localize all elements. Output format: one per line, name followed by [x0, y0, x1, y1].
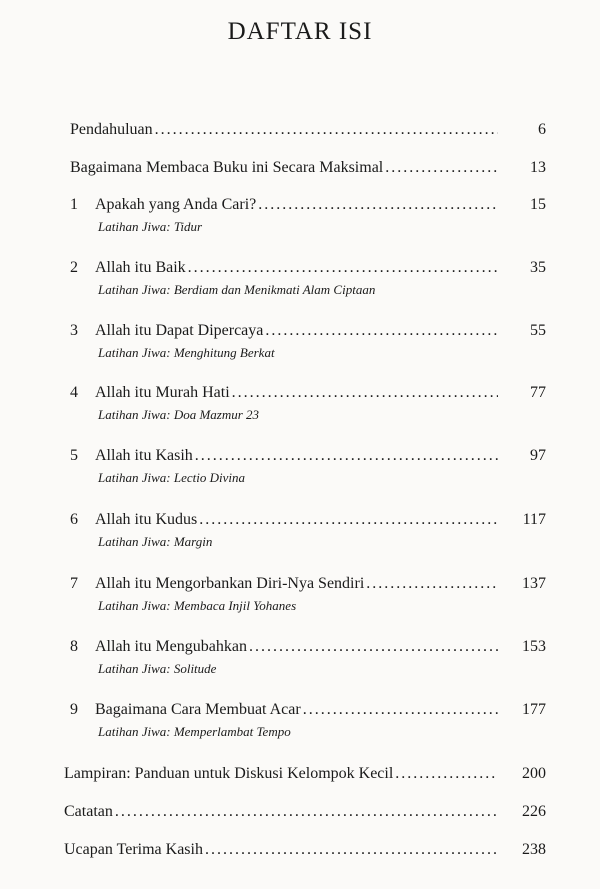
entry-label: Lampiran: Panduan untuk Diskusi Kelompok Kecil [64, 765, 394, 782]
exercise-subtitle: Latihan Jiwa: Lectio Divina [98, 470, 245, 485]
entry-page: 137 [522, 575, 546, 592]
exercise-subtitle: Latihan Jiwa: Memperlambat Tempo [98, 724, 291, 739]
entry-page: 177 [522, 701, 546, 718]
entry-label: Bagaimana Cara Membuat Acar [95, 701, 301, 718]
dot-leader [199, 510, 498, 530]
entry-label: Allah itu Dapat Dipercaya [95, 322, 264, 339]
entry-label: Ucapan Terima Kasih [64, 841, 203, 858]
toc-entry-chapter-8 [70, 637, 546, 677]
chapter-number: 6 [70, 511, 78, 528]
entry-label: Bagaimana Membaca Buku ini Secara Maksimal [70, 159, 384, 176]
dot-leader [366, 574, 498, 594]
toc-entry-cara-membaca [70, 158, 546, 178]
chapter-number: 4 [70, 384, 78, 401]
chapter-number: 3 [70, 322, 78, 339]
exercise-subtitle: Latihan Jiwa: Tidur [98, 219, 203, 234]
dot-leader [155, 120, 498, 140]
dot-leader [249, 637, 498, 657]
entry-page: 153 [522, 638, 546, 655]
entry-page: 55 [530, 322, 546, 339]
toc-entry-chapter-5 [70, 446, 546, 486]
exercise-subtitle: Latihan Jiwa: Menghitung Berkat [98, 345, 275, 360]
exercise-subtitle: Latihan Jiwa: Doa Mazmur 23 [98, 407, 260, 422]
entry-page: 77 [530, 384, 546, 401]
entry-page: 13 [530, 159, 546, 176]
toc-entry-pendahuluan [70, 120, 546, 140]
toc-entry-lampiran [64, 764, 546, 784]
chapter-number: 7 [70, 575, 78, 592]
entry-label: Allah itu Murah Hati [95, 384, 230, 401]
chapter-number: 8 [70, 638, 78, 655]
dot-leader [195, 446, 498, 466]
entry-label: Allah itu Baik [95, 259, 186, 276]
dot-leader [188, 258, 498, 278]
toc-entry-chapter-4 [70, 383, 546, 423]
page-title: DAFTAR ISI [227, 18, 373, 45]
entry-label: Allah itu Mengubahkan [95, 638, 247, 655]
entry-page: 97 [530, 447, 546, 464]
dot-leader [232, 383, 498, 403]
dot-leader [265, 321, 498, 341]
entry-label: Allah itu Kasih [95, 447, 193, 464]
chapter-number: 9 [70, 701, 78, 718]
entry-page: 15 [530, 196, 546, 213]
dot-leader [385, 158, 498, 178]
exercise-subtitle: Latihan Jiwa: Margin [98, 534, 213, 549]
entry-label: Catatan [64, 803, 113, 820]
entry-page: 200 [522, 765, 546, 782]
chapter-number: 1 [70, 196, 78, 213]
toc-entry-chapter-7 [70, 574, 546, 614]
exercise-subtitle: Latihan Jiwa: Berdiam dan Menikmati Alam Ciptaan [98, 282, 376, 297]
entry-page: 117 [522, 511, 546, 528]
chapter-number: 2 [70, 259, 78, 276]
toc-entry-chapter-6 [70, 510, 546, 550]
entry-page: 238 [522, 841, 546, 858]
exercise-subtitle: Latihan Jiwa: Solitude [98, 661, 217, 676]
dot-leader [258, 195, 498, 215]
dot-leader [115, 802, 498, 822]
toc-entry-chapter-9 [70, 700, 546, 740]
toc-entry-chapter-3 [70, 321, 546, 361]
toc-entry-chapter-2 [70, 258, 546, 298]
toc-entry-ucapan [64, 840, 546, 860]
chapter-number: 5 [70, 447, 78, 464]
entry-page: 6 [538, 121, 546, 138]
entry-label: Apakah yang Anda Cari? [95, 196, 257, 213]
toc-entry-chapter-1 [70, 195, 546, 235]
dot-leader [303, 700, 498, 720]
entry-label: Allah itu Kudus [95, 511, 198, 528]
entry-page: 226 [522, 803, 546, 820]
entry-label: Pendahuluan [70, 121, 153, 138]
dot-leader [395, 764, 498, 784]
dot-leader [205, 840, 498, 860]
toc-entry-catatan [64, 802, 546, 822]
exercise-subtitle: Latihan Jiwa: Membaca Injil Yohanes [98, 598, 297, 613]
entry-label: Allah itu Mengorbankan Diri-Nya Sendiri [95, 575, 365, 592]
entry-page: 35 [530, 259, 546, 276]
